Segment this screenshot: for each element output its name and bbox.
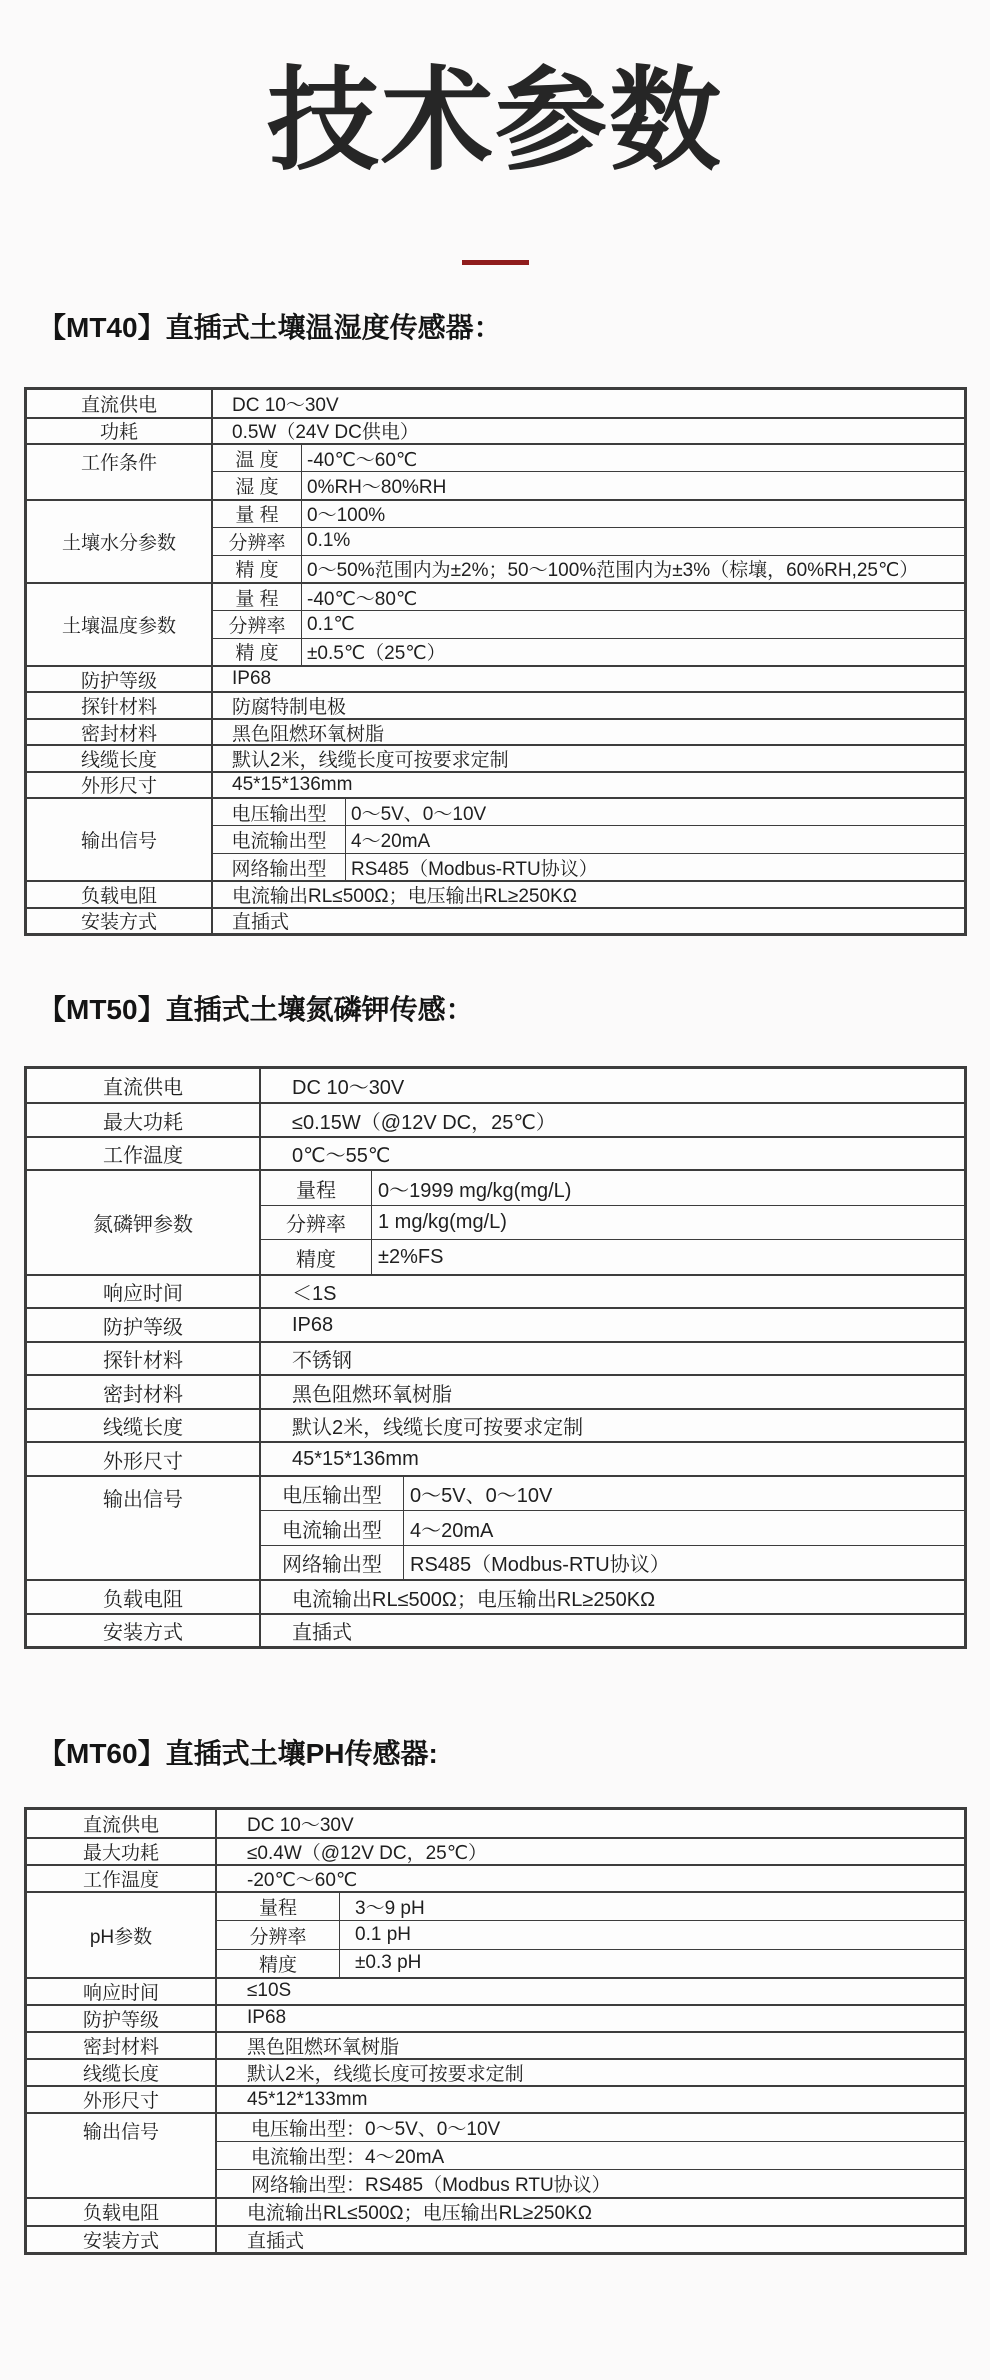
spec-label: 直流供电 bbox=[27, 390, 213, 416]
spec-subkey: 量 程 bbox=[213, 501, 302, 527]
table-row-group bbox=[27, 1891, 964, 1976]
table-row bbox=[27, 2058, 964, 2085]
spec-value: RS485（Modbus-RTU协议） bbox=[351, 858, 598, 880]
table-subrow bbox=[213, 853, 964, 880]
spec-value: 不锈钢 bbox=[292, 1350, 352, 1373]
table-row bbox=[27, 1613, 964, 1647]
spec-subkey: 电流输出型 bbox=[213, 826, 346, 852]
spec-value: 默认2米，线缆长度可按要求定制 bbox=[232, 749, 509, 771]
table-row bbox=[27, 1341, 964, 1375]
table-row bbox=[27, 744, 964, 770]
table-row bbox=[27, 390, 964, 416]
spec-label: 线缆长度 bbox=[27, 2060, 217, 2085]
spec-value: 45*15*136mm bbox=[292, 1447, 419, 1470]
spec-value: 0.1% bbox=[307, 530, 351, 552]
table-subrow bbox=[261, 1205, 964, 1240]
spec-label: 直流供电 bbox=[27, 1069, 261, 1103]
table-row bbox=[27, 1274, 964, 1308]
spec-label: 土壤水分参数 bbox=[27, 501, 213, 582]
spec-value: 1 mg/kg(mg/L) bbox=[378, 1211, 507, 1234]
spec-subkey: 网络输出型 bbox=[213, 854, 346, 880]
spec-value: 网络输出型：RS485（Modbus RTU协议） bbox=[251, 2175, 611, 2197]
spec-subkey: 量程 bbox=[217, 1893, 340, 1920]
table-row bbox=[27, 2004, 964, 2031]
table-row bbox=[27, 1102, 964, 1136]
table-subrow bbox=[213, 799, 964, 825]
spec-value: 0℃～55℃ bbox=[292, 1145, 391, 1168]
spec-value: 防腐特制电极 bbox=[232, 697, 347, 718]
spec-label: 外形尺寸 bbox=[27, 773, 213, 797]
spec-value: DC 10～30V bbox=[247, 1815, 354, 1837]
table-row bbox=[27, 1579, 964, 1613]
table-subrow bbox=[217, 1920, 964, 1948]
spec-value: 电流输出RL≤500Ω；电压输出RL≥250KΩ bbox=[292, 1588, 656, 1611]
spec-value: IP68 bbox=[292, 1313, 334, 1336]
spec-value: 0～5V、0～10V bbox=[410, 1485, 553, 1508]
table-subrow bbox=[217, 1949, 964, 1977]
table-row bbox=[27, 1069, 964, 1103]
spec-value: ≤0.15W（@12V DC，25℃） bbox=[292, 1111, 556, 1134]
table-subrow bbox=[213, 825, 964, 852]
spec-value: RS485（Modbus-RTU协议） bbox=[410, 1554, 670, 1577]
spec-value: 电流输出RL≤500Ω；电压输出RL≥250KΩ bbox=[232, 885, 577, 907]
spec-subkey: 电压输出型 bbox=[213, 799, 346, 825]
mt40-spec-table bbox=[24, 387, 967, 936]
table-row bbox=[27, 2085, 964, 2112]
table-subrow bbox=[213, 638, 964, 665]
spec-label: 线缆长度 bbox=[27, 746, 213, 770]
spec-value: 直插式 bbox=[247, 2230, 305, 2252]
table-row bbox=[27, 1837, 964, 1864]
section-heading-mt50: 【MT50】直插式土壤氮磷钾传感： bbox=[38, 994, 474, 1025]
spec-label: 负载电阻 bbox=[27, 1581, 261, 1613]
section-heading-mt40: 【MT40】直插式土壤温湿度传感器： bbox=[38, 312, 502, 344]
spec-value: -40℃～80℃ bbox=[307, 588, 418, 610]
spec-value: IP68 bbox=[232, 668, 272, 690]
spec-label: 防护等级 bbox=[27, 2006, 217, 2031]
spec-label: 响应时间 bbox=[27, 1276, 261, 1308]
spec-value: 0.1℃ bbox=[307, 614, 355, 635]
spec-value: 0.1 pH bbox=[355, 1924, 411, 1946]
table-subrow bbox=[261, 1239, 964, 1274]
table-row bbox=[27, 1307, 964, 1341]
spec-subkey: 电压输出型 bbox=[261, 1477, 404, 1511]
spec-label: 探针材料 bbox=[27, 1343, 261, 1375]
spec-value: 0～5V、0～10V bbox=[351, 803, 487, 825]
table-row bbox=[27, 2031, 964, 2058]
table-row bbox=[27, 718, 964, 744]
spec-value: 4～20mA bbox=[410, 1519, 494, 1542]
spec-label: 安装方式 bbox=[27, 1615, 261, 1647]
spec-value: 电压输出型：0～5V、0～10V bbox=[251, 2119, 501, 2141]
spec-label: 最大功耗 bbox=[27, 1104, 261, 1136]
spec-value: 黑色阻燃环氧树脂 bbox=[292, 1383, 452, 1406]
table-subrow bbox=[213, 610, 964, 637]
accent-dash bbox=[462, 260, 529, 265]
spec-value: ±0.3 pH bbox=[355, 1952, 422, 1974]
spec-label: 输出信号 bbox=[27, 1477, 261, 1580]
table-subrow bbox=[213, 471, 964, 498]
mt50-spec-table bbox=[24, 1066, 967, 1650]
table-row-group bbox=[27, 1475, 964, 1580]
spec-value: ≤0.4W（@12V DC，25℃） bbox=[247, 1843, 488, 1865]
spec-label: 密封材料 bbox=[27, 720, 213, 744]
spec-subkey: 量程 bbox=[261, 1171, 372, 1205]
table-row bbox=[27, 1864, 964, 1891]
spec-label: 探针材料 bbox=[27, 693, 213, 717]
spec-label: 安装方式 bbox=[27, 2227, 217, 2252]
spec-label: 土壤温度参数 bbox=[27, 584, 213, 665]
spec-label: 功耗 bbox=[27, 419, 213, 443]
table-row bbox=[27, 1408, 964, 1442]
spec-value: 默认2米，线缆长度可按要求定制 bbox=[247, 2063, 524, 2085]
spec-value: ±2%FS bbox=[378, 1245, 444, 1268]
spec-value: 0～1999 mg/kg(mg/L) bbox=[378, 1179, 572, 1202]
spec-value: -20℃～60℃ bbox=[247, 1870, 358, 1892]
spec-label: 防护等级 bbox=[27, 667, 213, 691]
spec-value: 黑色阻燃环氧树脂 bbox=[232, 723, 385, 745]
spec-value: DC 10～30V bbox=[232, 394, 339, 416]
spec-subkey: 网络输出型 bbox=[261, 1546, 404, 1580]
table-subrow bbox=[213, 584, 964, 610]
spec-subkey: 精度 bbox=[261, 1240, 372, 1274]
spec-subkey: 湿 度 bbox=[213, 472, 302, 498]
spec-value: ±0.5℃（25℃） bbox=[307, 643, 446, 665]
spec-value: 0～50%范围内为±2%；50～100%范围内为±3%（棕壤，60%RH,25℃） bbox=[307, 560, 919, 582]
spec-value: -40℃～60℃ bbox=[307, 449, 418, 471]
spec-value: 0.5W（24V DC供电） bbox=[232, 422, 419, 443]
table-row-group bbox=[27, 499, 964, 582]
table-row bbox=[27, 1810, 964, 1837]
spec-subkey: 分辨率 bbox=[213, 528, 302, 554]
spec-value: 黑色阻燃环氧树脂 bbox=[247, 2036, 400, 2058]
spec-value: ＜1S bbox=[292, 1283, 337, 1306]
table-row-group bbox=[27, 582, 964, 665]
spec-value: 4～20mA bbox=[351, 831, 431, 853]
spec-label: 工作条件 bbox=[27, 445, 213, 499]
spec-label: 密封材料 bbox=[27, 1376, 261, 1408]
table-row-group bbox=[27, 1169, 964, 1274]
mt60-spec-table bbox=[24, 1807, 967, 2255]
page-title: 技术参数 bbox=[267, 58, 723, 183]
spec-label: 直流供电 bbox=[27, 1810, 217, 1837]
table-subrow bbox=[213, 501, 964, 527]
table-row bbox=[27, 417, 964, 443]
spec-subkey: 分辨率 bbox=[217, 1921, 340, 1948]
spec-subkey: 分辨率 bbox=[213, 611, 302, 637]
spec-label: 响应时间 bbox=[27, 1979, 217, 2004]
table-subrow bbox=[217, 1893, 964, 1920]
table-subrow bbox=[261, 1171, 964, 1205]
spec-label: 密封材料 bbox=[27, 2033, 217, 2058]
spec-value: 3～9 pH bbox=[355, 1898, 425, 1920]
spec-label: 输出信号 bbox=[27, 799, 213, 880]
spec-value: 电流输出RL≤500Ω；电压输出RL≥250KΩ bbox=[247, 2203, 592, 2225]
spec-label: 工作温度 bbox=[27, 1866, 217, 1891]
spec-value: 0%RH～80%RH bbox=[307, 477, 447, 499]
spec-subkey: 精度 bbox=[217, 1950, 340, 1977]
table-row-group bbox=[27, 2112, 964, 2197]
table-row bbox=[27, 2225, 964, 2252]
table-row bbox=[27, 1374, 964, 1408]
spec-value: 45*12*133mm bbox=[247, 2088, 368, 2110]
table-row bbox=[27, 2197, 964, 2224]
spec-label: 安装方式 bbox=[27, 909, 213, 933]
spec-label: 工作温度 bbox=[27, 1138, 261, 1170]
table-subrow bbox=[217, 2169, 964, 2197]
spec-subkey: 精 度 bbox=[213, 639, 302, 665]
spec-label: 防护等级 bbox=[27, 1309, 261, 1341]
spec-label: 输出信号 bbox=[27, 2114, 217, 2197]
spec-subkey: 温 度 bbox=[213, 445, 302, 471]
spec-subkey: 电流输出型 bbox=[261, 1511, 404, 1545]
table-row bbox=[27, 1441, 964, 1475]
table-row bbox=[27, 691, 964, 717]
table-row-group bbox=[27, 443, 964, 499]
spec-value: 45*15*136mm bbox=[232, 773, 353, 795]
section-heading-mt60: 【MT60】直插式土壤PH传感器: bbox=[38, 1738, 438, 1770]
table-row bbox=[27, 1136, 964, 1170]
table-subrow bbox=[261, 1477, 964, 1511]
spec-label: 外形尺寸 bbox=[27, 1443, 261, 1475]
table-subrow bbox=[213, 555, 964, 582]
table-row bbox=[27, 907, 964, 933]
spec-label: 负载电阻 bbox=[27, 882, 213, 906]
spec-value: 直插式 bbox=[232, 912, 290, 933]
spec-label: pH参数 bbox=[27, 1893, 217, 1976]
spec-label: 线缆长度 bbox=[27, 1410, 261, 1442]
spec-label: 最大功耗 bbox=[27, 1839, 217, 1864]
table-subrow bbox=[217, 2141, 964, 2169]
table-subrow bbox=[217, 2114, 964, 2141]
spec-value: IP68 bbox=[247, 2007, 287, 2029]
table-row-group bbox=[27, 797, 964, 880]
spec-subkey: 量 程 bbox=[213, 584, 302, 610]
spec-value: 电流输出型：4～20mA bbox=[251, 2147, 445, 2169]
spec-label: 氮磷钾参数 bbox=[27, 1171, 261, 1274]
spec-value: 默认2米，线缆长度可按要求定制 bbox=[292, 1417, 584, 1440]
table-row bbox=[27, 1977, 964, 2004]
table-row bbox=[27, 771, 964, 797]
spec-value: 直插式 bbox=[292, 1622, 352, 1645]
spec-value: 0～100% bbox=[307, 505, 386, 527]
table-subrow bbox=[261, 1545, 964, 1580]
spec-value: DC 10～30V bbox=[292, 1077, 405, 1100]
spec-subkey: 精 度 bbox=[213, 556, 302, 582]
table-subrow bbox=[213, 445, 964, 471]
spec-value: ≤10S bbox=[247, 1980, 292, 2002]
table-row bbox=[27, 880, 964, 906]
table-subrow bbox=[261, 1510, 964, 1545]
spec-label: 外形尺寸 bbox=[27, 2087, 217, 2112]
spec-label: 负载电阻 bbox=[27, 2199, 217, 2224]
table-row bbox=[27, 665, 964, 691]
table-subrow bbox=[213, 527, 964, 554]
spec-subkey: 分辨率 bbox=[261, 1206, 372, 1240]
